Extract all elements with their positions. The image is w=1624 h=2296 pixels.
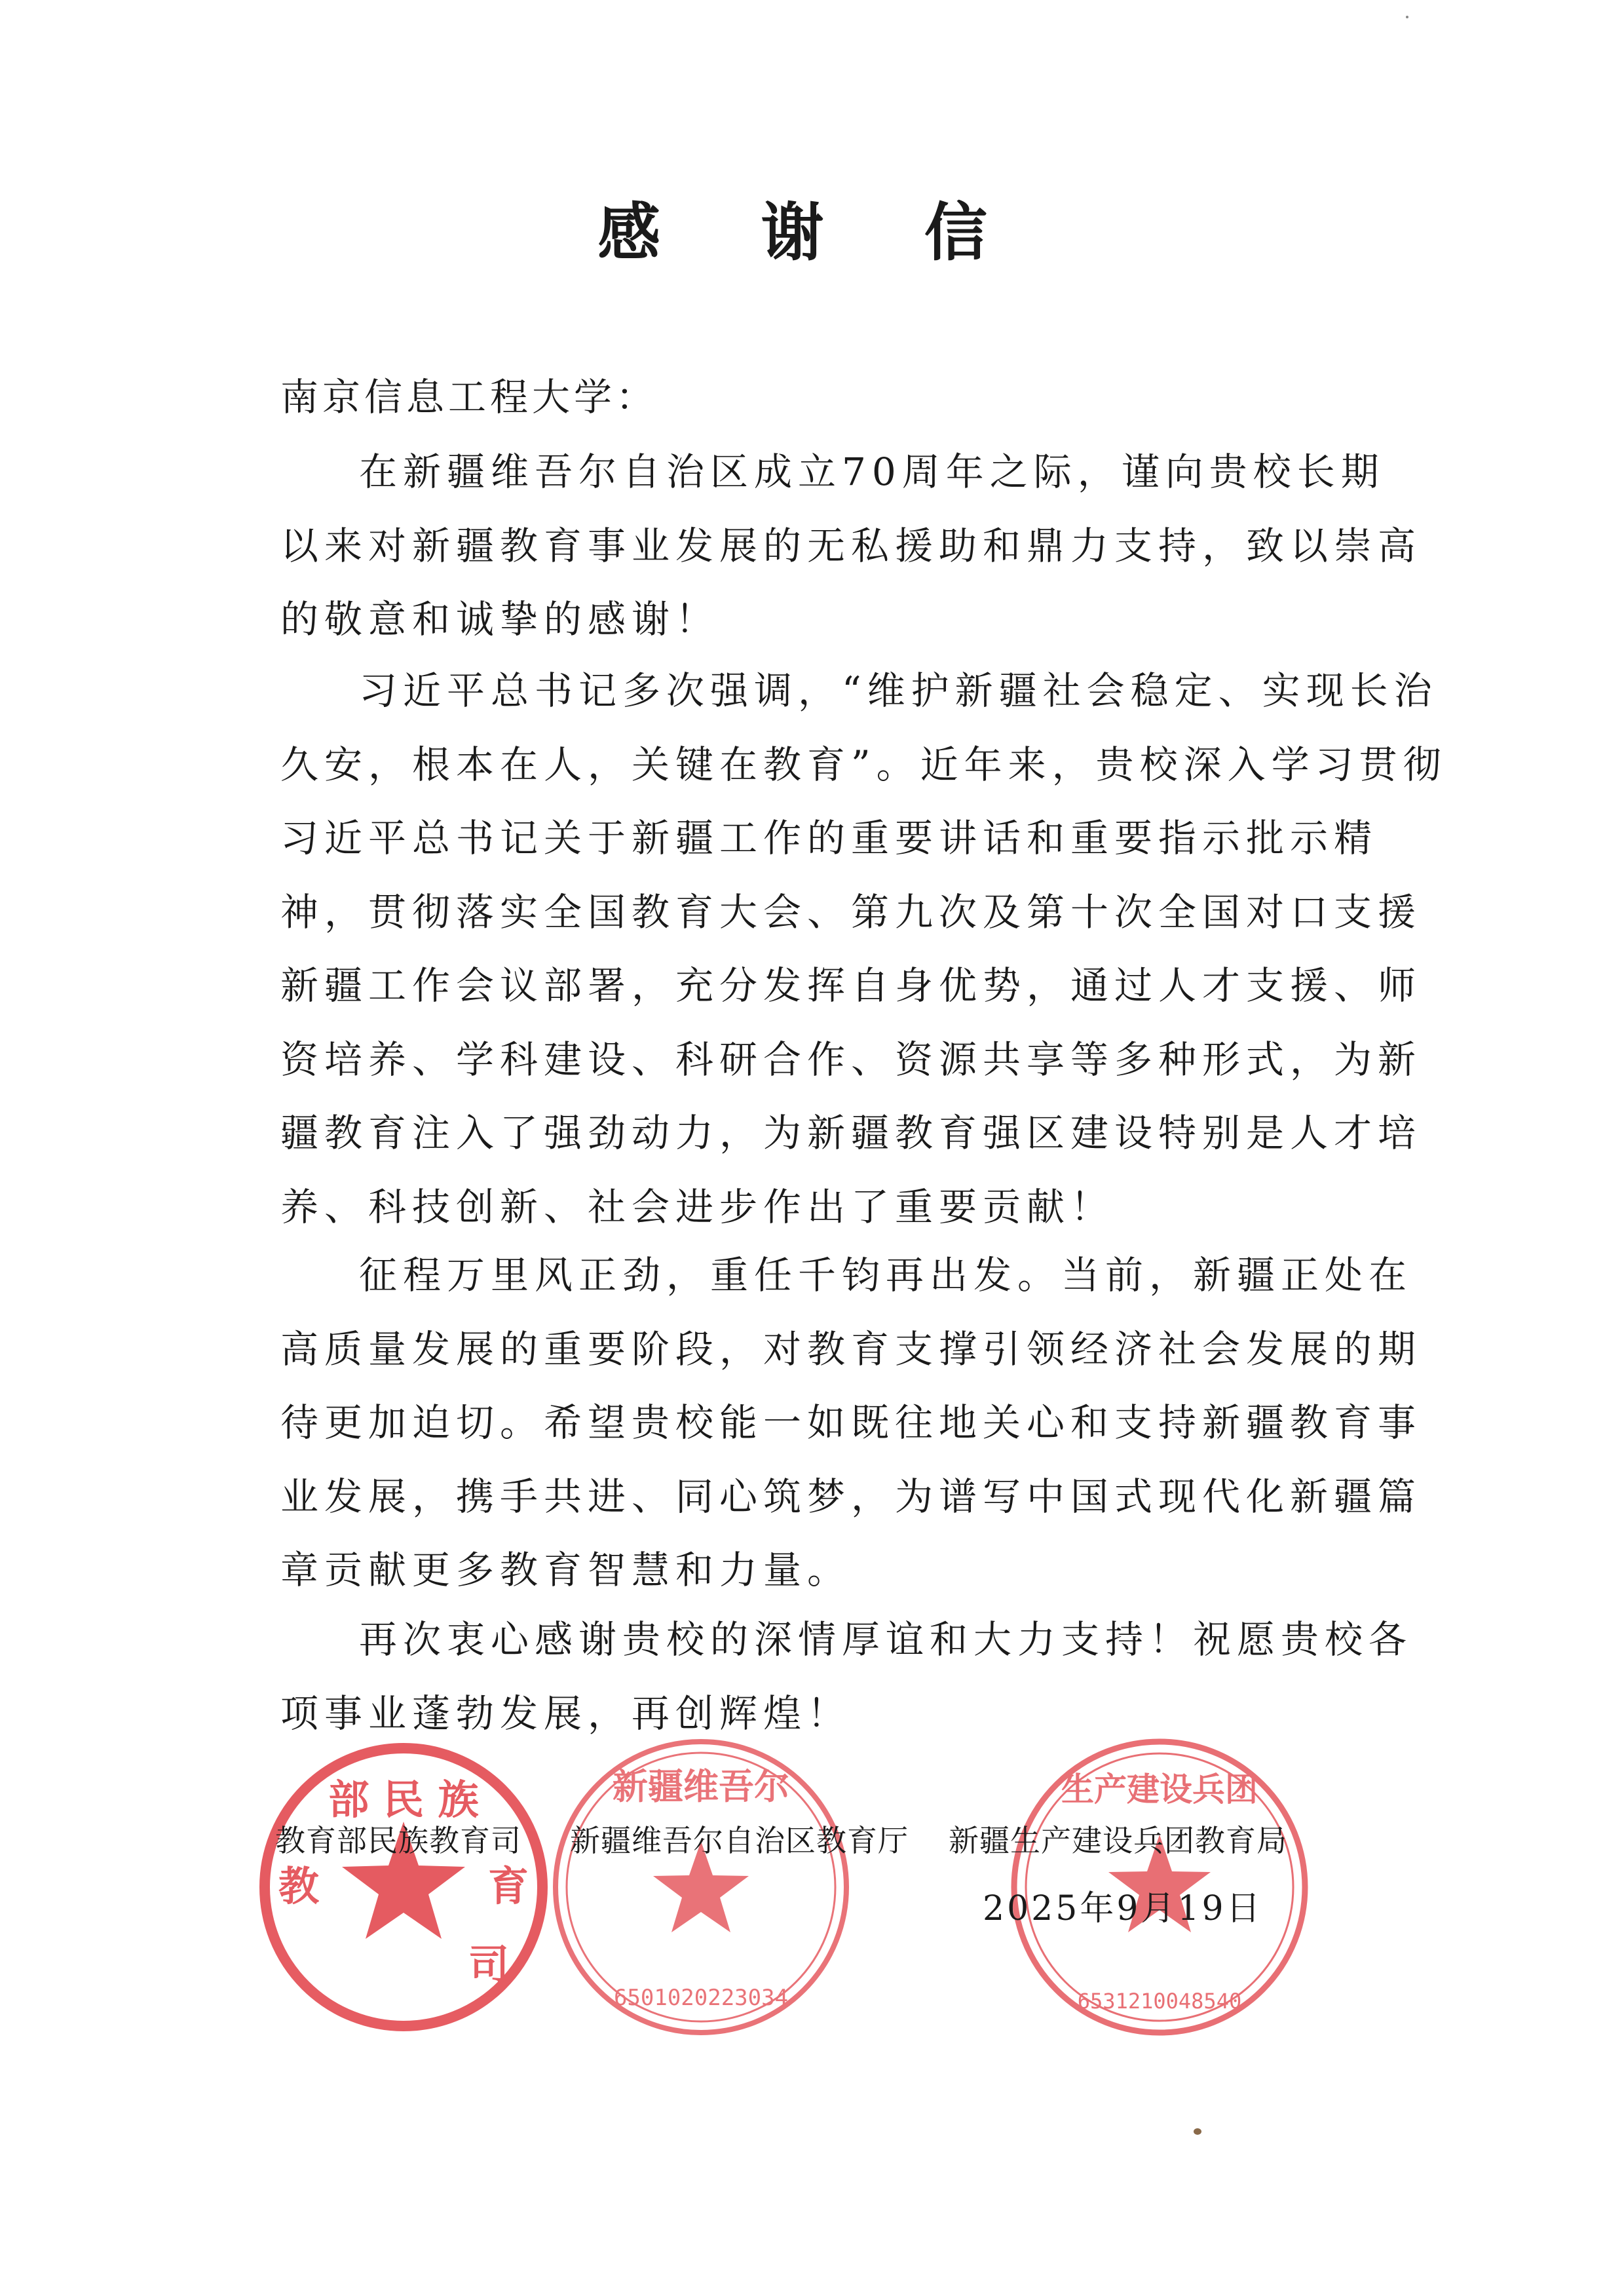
paragraph-line: 以来对新疆教育事业发展的无私援助和鼎力支持，致以崇高 bbox=[280, 523, 1422, 568]
letter-date: 2025年9月19日 bbox=[983, 1889, 1263, 1928]
paragraph-line: 项事业蓬勃发展，再创辉煌！ bbox=[280, 1691, 852, 1736]
svg-text:新疆维吾尔: 新疆维吾尔 bbox=[613, 1766, 789, 1807]
paragraph-line: 章贡献更多教育智慧和力量。 bbox=[280, 1548, 852, 1592]
paragraph-line: 疆教育注入了强劲动力，为新疆教育强区建设特别是人才培 bbox=[280, 1111, 1422, 1155]
paragraph-line: 习近平总书记关于新疆工作的重要讲话和重要指示批示精 bbox=[280, 816, 1378, 860]
signature-bingtuan-education-bureau: 新疆生产建设兵团教育局 bbox=[949, 1823, 1287, 1858]
svg-text:部 民 族: 部 民 族 bbox=[328, 1776, 479, 1824]
svg-text:育: 育 bbox=[487, 1862, 529, 1910]
scan-speck bbox=[1406, 16, 1408, 18]
letter-title: 感 谢 信 bbox=[597, 196, 1027, 269]
paragraph-line: 待更加迫切。希望贵校能一如既往地关心和支持新疆教育事 bbox=[280, 1400, 1422, 1445]
signature-xinjiang-education-dept: 新疆维吾尔自治区教育厅 bbox=[570, 1823, 909, 1858]
paragraph-line: 业发展，携手共进、同心筑梦，为谱写中国式现代化新疆篇 bbox=[280, 1474, 1422, 1519]
paragraph-line: 神，贯彻落实全国教育大会、第九次及第十次全国对口支援 bbox=[280, 889, 1422, 934]
paragraph-3 bbox=[280, 1238, 1422, 1607]
paragraph-line: 再次衷心感谢贵校的深情厚谊和大力支持！祝愿贵校各 bbox=[359, 1617, 1413, 1662]
svg-text:司: 司 bbox=[468, 1941, 510, 1989]
scan-speck bbox=[1194, 2128, 1201, 2135]
paragraph-line: 在新疆维吾尔自治区成立70周年之际，谨向贵校长期 bbox=[359, 450, 1385, 494]
svg-text:教: 教 bbox=[278, 1862, 320, 1910]
addressee: 南京信息工程大学： bbox=[280, 375, 658, 419]
svg-text:生产建设兵团: 生产建设兵团 bbox=[1061, 1770, 1258, 1808]
paragraph-line: 资培养、学科建设、科研合作、资源共享等多种形式，为新 bbox=[280, 1037, 1422, 1082]
paragraph-line: 高质量发展的重要阶段，对教育支撑引领经济社会发展的期 bbox=[280, 1326, 1422, 1371]
svg-text:6501020223034: 6501020223034 bbox=[613, 1985, 789, 2011]
paragraph-1 bbox=[280, 435, 1422, 657]
paragraph-line: 养、科技创新、社会进步作出了重要贡献！ bbox=[280, 1184, 1115, 1229]
seal-left bbox=[253, 1736, 554, 2038]
paragraph-line: 新疆工作会议部署，充分发挥自身优势，通过人才支援、师 bbox=[280, 963, 1422, 1008]
paragraph-line: 征程万里风正劲，重任千钧再出发。当前，新疆正处在 bbox=[359, 1253, 1413, 1297]
svg-text:6531210048540: 6531210048540 bbox=[1077, 1989, 1242, 2014]
paragraph-line: 的敬意和诚挚的感谢！ bbox=[280, 597, 720, 641]
signature-ethnic-education-dept: 教育部民族教育司 bbox=[275, 1823, 521, 1858]
paragraph-4 bbox=[280, 1603, 1413, 1750]
paragraph-line: 习近平总书记多次强调，“维护新疆社会稳定、实现长治 bbox=[359, 668, 1438, 713]
paragraph-line: 久安，根本在人，关键在教育”。近年来，贵校深入学习贯彻 bbox=[280, 742, 1447, 787]
paragraph-2 bbox=[280, 654, 1447, 1244]
seal-middle bbox=[544, 1730, 858, 2044]
